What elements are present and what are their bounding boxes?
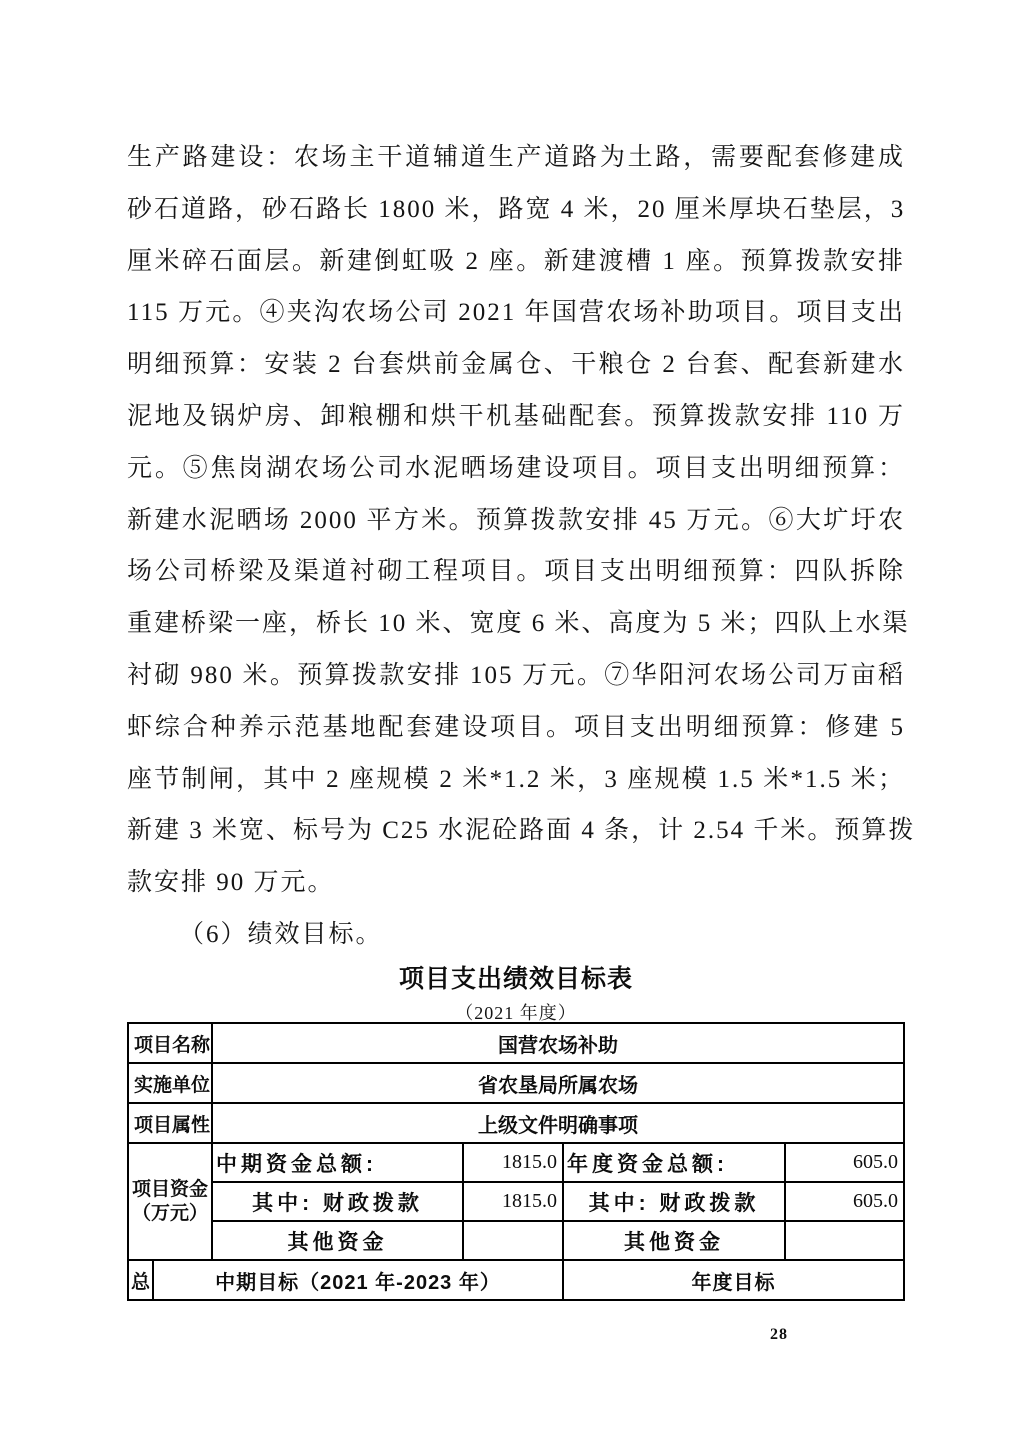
- body-line: 座节制闸，其中 2 座规模 2 米*1.2 米，3 座规模 1.5 米*1.5 米；: [127, 765, 905, 793]
- body-line: 虾综合种养示范基地配套建设项目。项目支出明细预算：修建 5: [127, 713, 905, 741]
- page-number: 28: [770, 1326, 788, 1343]
- project-funds-label: [129, 1144, 213, 1261]
- annual-fiscal-value: 605.0: [786, 1183, 903, 1222]
- performance-target-table: [127, 1022, 905, 1301]
- funds-row-other: [213, 1222, 903, 1261]
- body-paragraph: [127, 132, 916, 961]
- annual-goal-header: 年度目标: [691, 1271, 776, 1294]
- project-attribute-label: 项目属性: [129, 1104, 213, 1144]
- annual-total-value: 605.0: [786, 1144, 903, 1183]
- midterm-goal-header: 中期目标（2021 年-2023 年）: [154, 1261, 564, 1299]
- goal-row-label: 总: [129, 1261, 154, 1299]
- midterm-fiscal-label: 其中: 财政拨款: [213, 1183, 464, 1222]
- implement-unit-label: 实施单位: [129, 1064, 213, 1104]
- funds-row-fiscal: [213, 1183, 903, 1222]
- body-line: 场公司桥梁及渠道衬砌工程项目。项目支出明细预算：四队拆除: [127, 558, 905, 586]
- table-title: 项目支出绩效目标表: [398, 965, 633, 993]
- project-funds-label-line1: 项目资金: [131, 1178, 208, 1200]
- table-row-project-attribute: [129, 1104, 903, 1144]
- project-funds-label-line2: （万元）: [131, 1202, 208, 1224]
- annual-total-label: 年度资金总额:: [564, 1144, 786, 1183]
- body-line: 砂石道路，砂石路长 1800 米，路宽 4 米，20 厘米厚块石垫层，3: [127, 195, 906, 223]
- midterm-total-label: 中期资金总额:: [213, 1144, 464, 1183]
- body-line: 重建桥梁一座，桥长 10 米、宽度 6 米、高度为 5 米；四队上水渠: [127, 610, 910, 638]
- body-line: 新建水泥晒场 2000 平方米。预算拨款安排 45 万元。⑥大圹圩农: [127, 506, 905, 534]
- section-heading-performance-goal: （6）绩效目标。: [179, 920, 383, 948]
- table-row-goals: [129, 1261, 903, 1299]
- midterm-other-value: [464, 1222, 564, 1261]
- table-row-project-name: [129, 1024, 903, 1064]
- project-attribute-value: 上级文件明确事项: [213, 1104, 903, 1144]
- body-line: 衬砌 980 米。预算拨款安排 105 万元。⑦华阳河农场公司万亩稻: [127, 661, 905, 689]
- body-line: 115 万元。④夹沟农场公司 2021 年国营农场补助项目。项目支出: [127, 299, 905, 327]
- midterm-other-label: 其他资金: [213, 1222, 464, 1261]
- body-line: 新建 3 米宽、标号为 C25 水泥砼路面 4 条，计 2.54 千米。预算拨: [127, 817, 916, 845]
- body-line: 生产路建设：农场主干道辅道生产道路为土路，需要配套修建成: [127, 144, 905, 171]
- annual-fiscal-label: 其中: 财政拨款: [564, 1183, 786, 1222]
- annual-other-label: 其他资金: [564, 1222, 786, 1261]
- table-rows-project-funds: [129, 1144, 903, 1261]
- project-name-label: 项目名称: [129, 1024, 213, 1064]
- body-line: 明细预算：安装 2 台套烘前金属仓、干粮仓 2 台套、配套新建水: [127, 351, 905, 379]
- project-name-value: 国营农场补助: [213, 1024, 903, 1064]
- body-line: 款安排 90 万元。: [127, 869, 335, 897]
- implement-unit-value: 省农垦局所属农场: [213, 1064, 903, 1104]
- body-line: 元。⑤焦岗湖农场公司水泥晒场建设项目。项目支出明细预算：: [127, 454, 905, 482]
- table-subtitle: （2021 年度）: [455, 1003, 577, 1023]
- midterm-total-value: 1815.0: [464, 1144, 564, 1183]
- body-line: 泥地及锅炉房、卸粮棚和烘干机基础配套。预算拨款安排 110 万: [127, 402, 905, 430]
- midterm-fiscal-value: 1815.0: [464, 1183, 564, 1222]
- annual-other-value: [786, 1222, 903, 1261]
- table-row-implement-unit: [129, 1064, 903, 1104]
- body-line: 厘米碎石面层。新建倒虹吸 2 座。新建渡槽 1 座。预算拨款安排: [127, 247, 905, 275]
- funds-row-total: [213, 1144, 903, 1183]
